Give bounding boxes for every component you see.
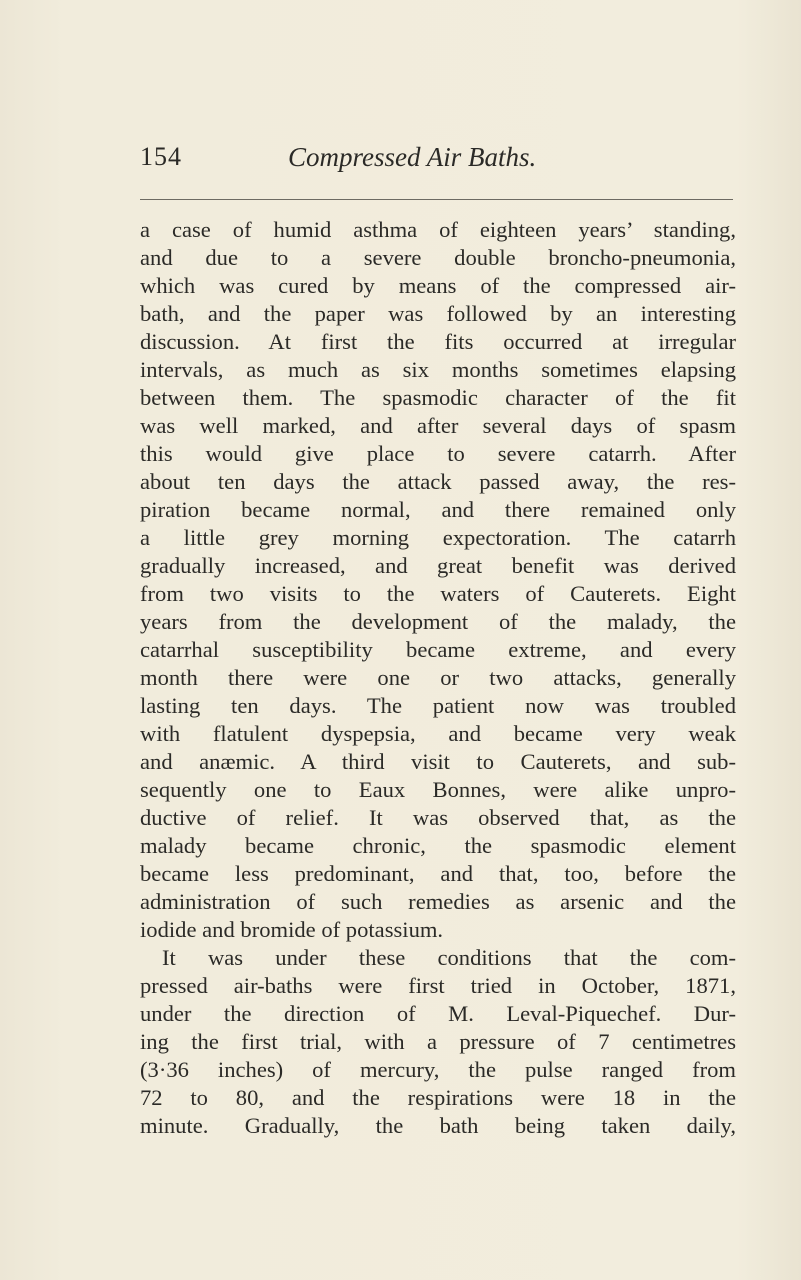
running-title: Compressed Air Baths. — [288, 142, 537, 172]
text-line: 72 to 80, and the respirations were 18 in the — [140, 1085, 736, 1110]
text-line: with flatulent dyspepsia, and became very weak — [140, 721, 736, 746]
page-number: 154 — [140, 142, 182, 171]
text-line: iodide and bromide of potassium. — [140, 917, 444, 942]
text-line: and anæmic. A third visit to Cauterets, and sub- — [140, 749, 736, 774]
text-line: ing the first trial, with a pressure of 7 centimetres — [140, 1029, 736, 1054]
text-line: and due to a severe double broncho-pneumonia, — [140, 245, 736, 270]
text-line: ductive of relief. It was observed that, as the — [140, 805, 736, 830]
text-line: minute. Gradually, the bath being taken daily, — [140, 1113, 736, 1138]
text-line: from two visits to the waters of Cauterets. Eight — [140, 581, 736, 606]
body-text — [140, 216, 736, 1140]
text-line: which was cured by means of the compressed air- — [140, 273, 736, 298]
text-line: was well marked, and after several days of spasm — [140, 413, 736, 438]
text-line: piration became normal, and there remained only — [140, 497, 736, 522]
text-line: years from the development of the malady, the — [140, 609, 736, 634]
text-line: bath, and the paper was followed by an interesting — [140, 301, 736, 326]
text-line: a case of humid asthma of eighteen years’ standing, — [140, 217, 736, 242]
text-line: intervals, as much as six months sometimes elapsing — [140, 357, 736, 382]
text-line: catarrhal susceptibility became extreme, and every — [140, 637, 736, 662]
text-line: It was under these conditions that the com- — [162, 945, 736, 970]
text-line: became less predominant, and that, too, before the — [140, 861, 736, 886]
header-rule — [140, 199, 733, 200]
text-line: lasting ten days. The patient now was troubled — [140, 693, 736, 718]
text-line: between them. The spasmodic character of the fit — [140, 385, 736, 410]
text-line: under the direction of M. Leval-Piquechef. Dur- — [140, 1001, 736, 1026]
text-line: a little grey morning expectoration. The catarrh — [140, 525, 736, 550]
text-line: this would give place to severe catarrh. After — [140, 441, 736, 466]
text-line: malady became chronic, the spasmodic element — [140, 833, 736, 858]
page-header — [140, 142, 740, 182]
text-line: month there were one or two attacks, generally — [140, 665, 736, 690]
text-line: pressed air-baths were first tried in October, 1871, — [140, 973, 736, 998]
text-line: (3·36 inches) of mercury, the pulse ranged from — [140, 1057, 736, 1082]
text-line: discussion. At first the fits occurred at irregular — [140, 329, 736, 354]
text-line: gradually increased, and great benefit was derived — [140, 553, 736, 578]
text-line: administration of such remedies as arsenic and the — [140, 889, 736, 914]
text-line: sequently one to Eaux Bonnes, were alike unpro- — [140, 777, 736, 802]
text-line: about ten days the attack passed away, the res- — [140, 469, 736, 494]
